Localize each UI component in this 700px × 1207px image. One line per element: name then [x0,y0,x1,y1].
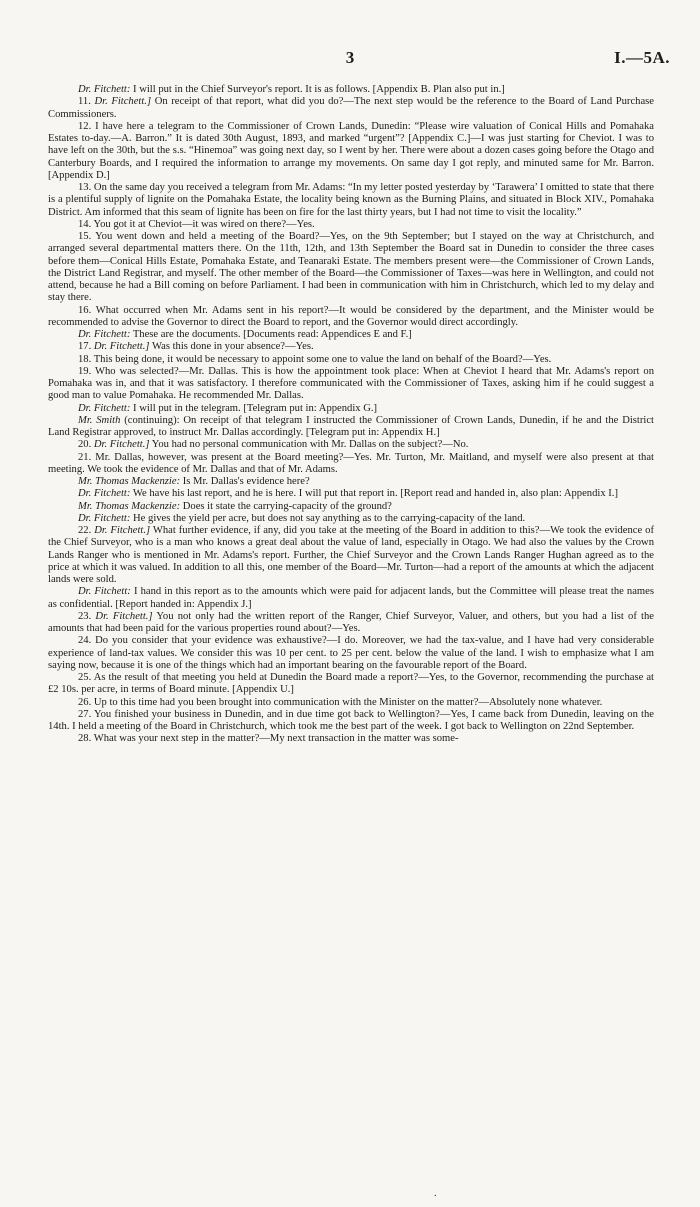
speaker-name: Dr. Fitchett: [78,402,131,414]
transcript-paragraph [48,635,654,672]
evidence-transcript [48,84,654,746]
speaker-name: Dr. Fitchett: [78,586,131,598]
stray-mark: . [434,1188,437,1199]
transcript-paragraph [48,611,654,636]
paragraph-text: 28. What was your next step in the matter?—My next transaction in the matter was some- [78,733,459,745]
transcript-paragraph [48,525,654,586]
speaker-name: Mr. Smith [78,414,121,426]
question-number: 23. [78,610,96,622]
transcript-paragraph [48,219,654,231]
transcript-paragraph [48,513,654,525]
paragraph-text: 25. As the result of that meeting you held at Dunedin the Board made a report?—Yes, to the Governor, recommending the purchase at £2 10s. per acre, in terms of Board minute. [Appendix U.] [48,672,654,696]
speaker-name: Dr. Fitchett.] [95,610,153,622]
transcript-paragraph [48,366,654,403]
paragraph-text: What further evidence, if any, did you take at the meeting of the Board in addition to this?—We took the evidence of the Chief Surveyor, who is a man who knows a great deal about the value of land, especially in Otago. We had also the values by the Crown Lands Ranger who is mentioned in Mr. Adams's report. Further, the Chief Surveyor and the Crown Lands Ranger Hughan agreed as to the price at which it was valued. In addition to all this, one member of the Board—Mr. Turton—had a report of the amounts at which the adjacent lands were sold. [48,525,654,585]
transcript-paragraph [48,488,654,500]
paragraph-text: 26. Up to this time had you been brought into communication with the Minister on the matter?—Absolutely none whatever. [78,696,603,708]
paragraph-text: Was this done in your absence?—Yes. [149,341,314,353]
paragraph-text: I will put in the telegram. [Telegram put in: Appendix G.] [130,402,378,414]
question-number: 22. [78,525,95,536]
transcript-paragraph [48,733,654,745]
transcript-paragraph [48,403,654,415]
transcript-paragraph [48,452,654,477]
paragraph-text: (continuing): On receipt of that telegram I instructed the Commissioner of Crown Lands, Dunedin, if he and the District Land Registrar approved, to instruct Mr. Dallas accordingly. [Telegram put in: Appendix H.] [48,414,654,438]
transcript-paragraph [48,501,654,513]
paragraph-text: 13. On the same day you received a telegram from Mr. Adams: “In my letter posted yesterday by ‘Tarawera’ I omitted to state that there is a plentiful supply of lignite on the Pomahaka Estate, the locality being known as the Burning Plains, and situated in Block XIV., Pomahaka District. Am informed that this seam of lignite has been on fire for the last thirty years, but I had not time to visit the locality.” [48,182,654,218]
transcript-paragraph [48,96,654,121]
speaker-name: Mr. Thomas Mackenzie: [78,476,181,487]
document-reference: I.—5A. [614,48,670,67]
transcript-paragraph [48,586,654,611]
transcript-paragraph [48,121,654,182]
paragraph-text: 21. Mr. Dallas, however, was present at the Board meeting?—Yes. Mr. Turton, Mr. Maitland, and myself were also present at that meeting. We took the evidence of Mr. Dallas and that of Mr. Adams. [48,451,654,475]
paragraph-text: We have his last report, and he is here. I will put that report in. [Report read and handed in, also plan: Appendix I.] [130,488,618,500]
transcript-paragraph [48,439,654,451]
transcript-paragraph [48,329,654,341]
paragraph-text: 15. You went down and held a meeting of the Board?—Yes, on the 9th September; but I stayed on the way at Christchurch, and arranged several departmental matters there. On the 11th, 12th, and 13th September the Board sat in Dunedin to consider the three cases before them—Conical Hills Estate, Pomahaka Estate, and Teanaraki Estate. The members present were—the Commissioner of Crown Lands, the District Land Registrar, and myself. The other member of the Board—the Commissioner of Taxes—was here in Wellington, and could not attend, because he had a Bill coming on before Parliament. I had been in communication with him in Christchurch, which led to my delay and stay there. [48,231,654,304]
transcript-paragraph [48,182,654,219]
paragraph-text: 12. I have here a telegram to the Commissioner of Crown Lands, Dunedin: “Please wire valuation of Conical Hills and Pomahaka Estates to-day.—A. Barron.” It is dated 30th August, 1893, and marked “urgent”? [Appendix C.]—I was just starting for Cheviot. I was to have left on the 30th, but the s.s. “Hinemoa” was going next day, so I went by her. There were about a dozen cases going before the Otago and Canterbury Boards, and I required the information to arrange my movements. On same day I got reply, and minuted same for Mr. Barron. [Appendix D.] [48,120,654,181]
question-number: 20. [78,439,94,451]
transcript-paragraph [48,354,654,366]
speaker-name: Dr. Fitchett.] [94,525,151,536]
speaker-name: Dr. Fitchett.] [93,439,150,451]
question-number: 11. [78,96,95,108]
transcript-paragraph [48,84,654,96]
speaker-name: Dr. Fitchett.] [94,96,152,108]
speaker-name: Dr. Fitchett: [78,512,131,524]
paragraph-text: 19. Who was selected?—Mr. Dallas. This is how the appointment took place: When at Cheviot I heard that Mr. Adams's report on Pomahaka was in, and that it was satisfactory. I therefore communicated with the Commissioner of Taxes, asking him if he could suggest a good man to value Pomahaka. He recommended Mr. Dallas. [48,365,654,402]
paragraph-text: Does it state the carrying-capacity of the ground? [180,500,392,512]
speaker-name: Dr. Fitchett.] [93,341,150,353]
speaker-name: Dr. Fitchett: [78,84,131,95]
paragraph-text: You had no personal communication with Mr. Dallas on the subject?—No. [149,439,469,451]
paragraph-text: Is Mr. Dallas's evidence here? [180,476,310,487]
paragraph-text: You not only had the written report of the Ranger, Chief Surveyor, Valuer, and others, but you had a list of the amounts that had been paid for the various properties round about?—Yes. [48,610,654,634]
paragraph-text: 24. Do you consider that your evidence was exhaustive?—I do. Moreover, we had the tax-value, and I have had very considerable experience of land-tax values. We consider this was 10 per cent. to 25 per cent. below the value of the land. I wish to emphasize what I am saying now, because it is one of the things which had an important bearing on the favourable report of the Board. [48,635,654,671]
transcript-paragraph [48,415,654,440]
question-number: 17. [78,341,94,353]
paragraph-text: I will put in the Chief Surveyor's report. It is as follows. [Appendix B. Plan also put in.] [130,84,505,95]
speaker-name: Mr. Thomas Mackenzie: [78,500,181,512]
paragraph-text: He gives the yield per acre, but does not say anything as to the carrying-capacity of the land. [130,512,526,524]
transcript-paragraph [48,341,654,353]
paragraph-text: On receipt of that report, what did you do?—The next step would be the reference to the Board of Land Purchase Commissioners. [48,96,654,120]
page-number: 3 [345,48,355,67]
transcript-paragraph [48,697,654,709]
paragraph-text: 16. What occurred when Mr. Adams sent in his report?—It would be considered by the department, and the Minister would be recommended to advise the Governor to direct the Board to report, and the Governor would direct accordingly. [48,304,654,328]
speaker-name: Dr. Fitchett: [78,329,131,340]
transcript-paragraph [48,476,654,488]
transcript-paragraph [48,709,654,734]
paragraph-text: 14. You got it at Cheviot—it was wired on there?—Yes. [78,218,315,230]
transcript-paragraph [48,231,654,305]
paragraph-text: 18. This being done, it would be necessary to appoint some one to value the land on behalf of the Board?—Yes. [78,353,552,365]
transcript-paragraph [48,305,654,330]
paragraph-text: These are the documents. [Documents read: Appendices E and F.] [130,329,412,340]
speaker-name: Dr. Fitchett: [78,488,131,500]
paragraph-text: 27. You finished your business in Dunedin, and in due time got back to Wellington?—Yes, I came back from Dunedin, leaving on the 14th. I held a meeting of the Board in Christchurch, which took me the best part of the week. I got back to Wellington on 22nd September. [48,708,654,732]
transcript-paragraph [48,672,654,697]
paragraph-text: I hand in this report as to the amounts which were paid for adjacent lands, but the Committee will please treat the names as confidential. [Report handed in: Appendix J.] [48,586,654,610]
